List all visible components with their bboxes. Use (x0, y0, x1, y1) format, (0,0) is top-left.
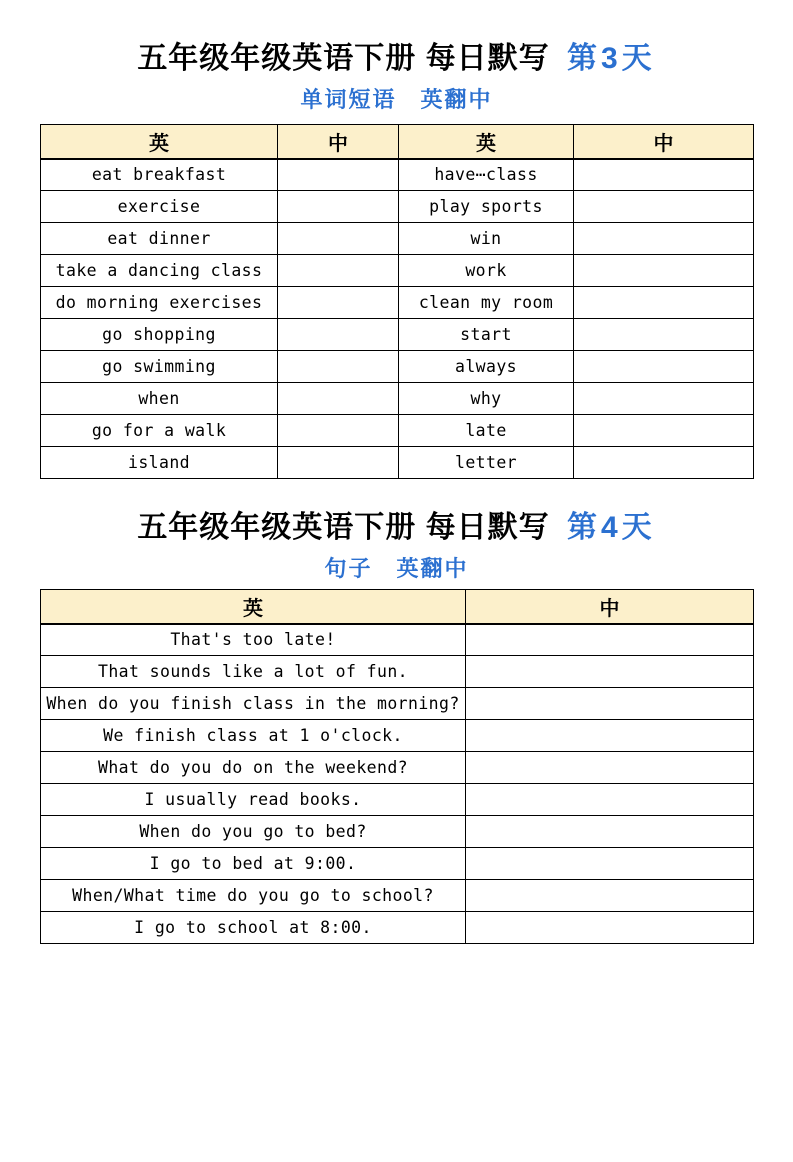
word-table-row (41, 159, 754, 191)
english-word-cell: win (399, 223, 574, 255)
english-sentence-cell: That's too late! (41, 624, 466, 656)
english-sentence-cell: That sounds like a lot of fun. (41, 656, 466, 688)
answer-blank-cell (278, 255, 399, 287)
column-header-english: 英 (41, 590, 466, 624)
answer-blank-cell (466, 656, 754, 688)
answer-blank-cell (466, 624, 754, 656)
answer-blank-cell (278, 191, 399, 223)
answer-blank-cell (278, 415, 399, 447)
english-word-cell: clean my room (399, 287, 574, 319)
answer-blank-cell (466, 912, 754, 944)
english-word-cell: why (399, 383, 574, 415)
answer-blank-cell (574, 191, 754, 223)
answer-blank-cell (466, 816, 754, 848)
answer-blank-cell (278, 287, 399, 319)
english-word-cell: start (399, 319, 574, 351)
english-sentence-cell: When/What time do you go to school? (41, 880, 466, 912)
english-sentence-cell: We finish class at 1 o'clock. (41, 720, 466, 752)
sentence-table-row (41, 624, 754, 656)
answer-blank-cell (278, 383, 399, 415)
sentence-table-row (41, 752, 754, 784)
answer-blank-cell (278, 159, 399, 191)
answer-blank-cell (278, 223, 399, 255)
sentence-table-row (41, 688, 754, 720)
english-word-cell: eat dinner (41, 223, 278, 255)
answer-blank-cell (466, 848, 754, 880)
english-word-cell: go shopping (41, 319, 278, 351)
answer-blank-cell (278, 351, 399, 383)
english-sentence-cell: What do you do on the weekend? (41, 752, 466, 784)
page-title-day4-text: 五年级年级英语下册 每日默写 (137, 511, 550, 544)
word-table-row (41, 191, 754, 223)
answer-blank-cell (466, 880, 754, 912)
english-word-cell: work (399, 255, 574, 287)
sentence-table-row (41, 880, 754, 912)
column-header-chinese: 中 (466, 590, 754, 624)
answer-blank-cell (466, 720, 754, 752)
word-table-day3 (40, 124, 754, 479)
sentence-table-row (41, 848, 754, 880)
answer-blank-cell (466, 688, 754, 720)
word-table-row (41, 383, 754, 415)
sentence-table-day4 (40, 589, 754, 944)
english-word-cell: exercise (41, 191, 278, 223)
answer-blank-cell (574, 255, 754, 287)
english-word-cell: when (41, 383, 278, 415)
answer-blank-cell (278, 447, 399, 479)
english-sentence-cell: When do you finish class in the morning? (41, 688, 466, 720)
page-title-day4-day-number: 第4天 (567, 511, 656, 544)
sentence-table-row (41, 720, 754, 752)
english-sentence-cell: I usually read books. (41, 784, 466, 816)
english-word-cell: go for a walk (41, 415, 278, 447)
english-word-cell: take a dancing class (41, 255, 278, 287)
sentence-table-row (41, 656, 754, 688)
day3-section (0, 40, 793, 479)
word-table-row (41, 287, 754, 319)
word-table-header-row (41, 125, 754, 159)
subtitle-day3: 单词短语 英翻中 (300, 87, 493, 112)
sentence-table-row (41, 784, 754, 816)
word-table-row (41, 415, 754, 447)
answer-blank-cell (574, 447, 754, 479)
page-title-day3 (0, 40, 793, 78)
english-word-cell: have⋯class (399, 159, 574, 191)
english-word-cell: late (399, 415, 574, 447)
english-word-cell: letter (399, 447, 574, 479)
answer-blank-cell (466, 784, 754, 816)
word-table-row (41, 447, 754, 479)
answer-blank-cell (278, 319, 399, 351)
word-table-row (41, 223, 754, 255)
answer-blank-cell (466, 752, 754, 784)
answer-blank-cell (574, 159, 754, 191)
word-table-row (41, 319, 754, 351)
day4-section (0, 509, 793, 944)
column-header-english-1: 英 (41, 125, 278, 159)
column-header-chinese-2: 中 (574, 125, 754, 159)
english-word-cell: do morning exercises (41, 287, 278, 319)
worksheet-page (0, 40, 793, 1162)
column-header-chinese-1: 中 (278, 125, 399, 159)
answer-blank-cell (574, 415, 754, 447)
word-table-row (41, 351, 754, 383)
answer-blank-cell (574, 319, 754, 351)
answer-blank-cell (574, 223, 754, 255)
english-sentence-cell: I go to school at 8:00. (41, 912, 466, 944)
english-word-cell: eat breakfast (41, 159, 278, 191)
subtitle-day4: 句子 英翻中 (324, 556, 469, 581)
answer-blank-cell (574, 351, 754, 383)
english-sentence-cell: When do you go to bed? (41, 816, 466, 848)
english-sentence-cell: I go to bed at 9:00. (41, 848, 466, 880)
english-word-cell: always (399, 351, 574, 383)
word-table-row (41, 255, 754, 287)
english-word-cell: island (41, 447, 278, 479)
page-title-day4 (0, 509, 793, 547)
page-title-day3-text: 五年级年级英语下册 每日默写 (137, 42, 550, 75)
sentence-table-header-row (41, 590, 754, 624)
english-word-cell: play sports (399, 191, 574, 223)
sentence-table-row (41, 912, 754, 944)
english-word-cell: go swimming (41, 351, 278, 383)
column-header-english-2: 英 (399, 125, 574, 159)
page-title-day3-day-number: 第3天 (567, 42, 656, 75)
answer-blank-cell (574, 383, 754, 415)
answer-blank-cell (574, 287, 754, 319)
sentence-table-row (41, 816, 754, 848)
